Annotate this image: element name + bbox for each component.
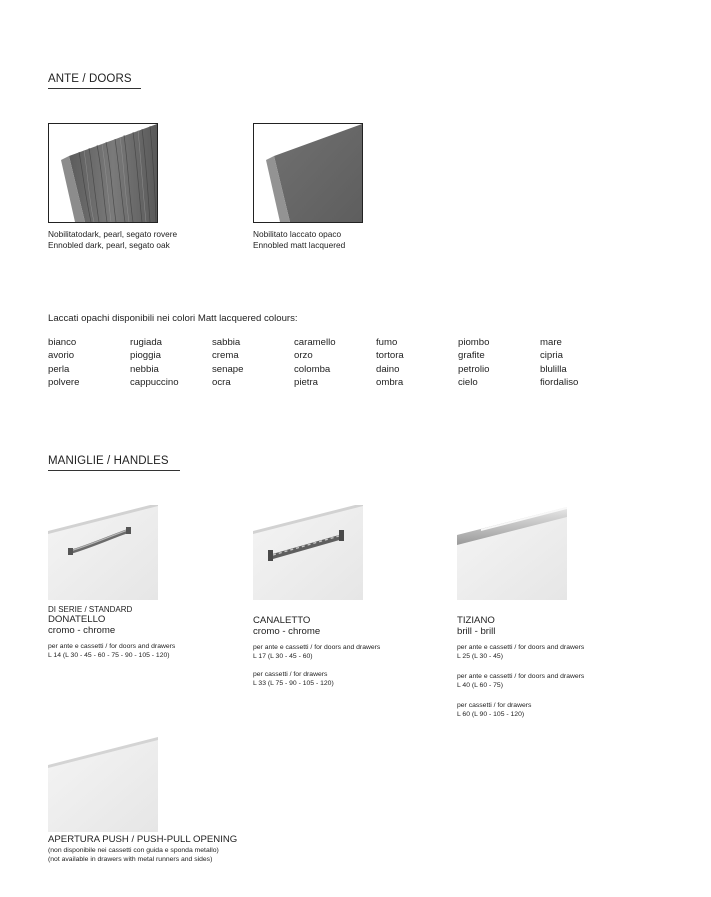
- note-line: L 17 (L 30 - 45 - 60): [253, 653, 313, 660]
- note-line: L 25 (L 30 - 45): [457, 653, 503, 660]
- donatello-handle-image: [48, 505, 158, 600]
- push-opening-block: [48, 834, 237, 864]
- colour-name: caramello: [294, 337, 336, 348]
- push-opening-note-en: (not available in drawers with metal runners and sides): [48, 856, 213, 863]
- colour-name: fiordaliso: [540, 377, 579, 389]
- doors-section-title: ANTE / DOORS: [48, 73, 132, 85]
- wood-door-swatch: [48, 123, 158, 223]
- canaletto-block: [253, 615, 380, 688]
- push-opening-name: APERTURA PUSH / PUSH-PULL OPENING: [48, 834, 238, 845]
- colour-name: bianco: [48, 337, 77, 348]
- note-line: per ante e cassetti / for doors and drawers: [457, 644, 585, 651]
- colour-name: pioggia: [130, 350, 161, 362]
- standard-label: DI SERIE / STANDARD: [48, 605, 133, 614]
- donatello-finish: cromo - chrome: [48, 625, 116, 636]
- lacquered-door-caption: [253, 229, 345, 250]
- note-line: L 40 (L 60 - 75): [457, 682, 503, 689]
- colour-column-5: [376, 336, 404, 390]
- colour-column-2: [130, 336, 179, 390]
- note-line: per cassetti / for drawers: [457, 702, 532, 709]
- note-line: L 14 (L 30 - 45 - 60 - 75 - 90 - 105 - 120): [48, 652, 170, 659]
- donatello-note: [48, 642, 175, 660]
- colour-name: ombra: [376, 377, 404, 389]
- lacquered-door-caption-it: Nobilitato laccato opaco: [253, 229, 342, 239]
- colour-name: daino: [376, 363, 400, 375]
- wood-door-caption-en: Ennobled dark, pearl, segato oak: [48, 239, 170, 250]
- colour-name: mare: [540, 337, 562, 348]
- colour-name: ocra: [212, 377, 231, 389]
- canaletto-finish: cromo - chrome: [253, 626, 321, 637]
- colour-column-1: [48, 336, 79, 390]
- tiziano-block: [457, 615, 584, 719]
- colour-name: grafite: [458, 350, 485, 362]
- colour-name: piombo: [458, 337, 490, 348]
- colour-name: nebbia: [130, 363, 159, 375]
- colour-name: senape: [212, 363, 244, 375]
- canaletto-handle-image: [253, 505, 363, 600]
- wood-door-caption: [48, 229, 177, 250]
- note-line: per ante e cassetti / for doors and drawers: [48, 643, 176, 650]
- lacquered-door-swatch: [253, 123, 363, 223]
- colour-name: avorio: [48, 350, 75, 362]
- doors-title-rule: [48, 88, 141, 89]
- wood-door-caption-it: Nobilitatodark, pearl, segato rovere: [48, 229, 178, 239]
- colour-name: rugiada: [130, 337, 163, 348]
- tiziano-handle-image: [457, 505, 567, 600]
- colour-column-4: [294, 336, 336, 390]
- colour-name: cielo: [458, 377, 478, 389]
- colour-name: pietra: [294, 377, 318, 389]
- colour-name: orzo: [294, 350, 313, 362]
- colour-name: perla: [48, 363, 70, 375]
- colour-name: colomba: [294, 363, 331, 375]
- note-line: per cassetti / for drawers: [253, 671, 328, 678]
- lacquered-door-caption-en: Ennobled matt lacquered: [253, 239, 346, 250]
- push-opening-image: [48, 737, 158, 832]
- canaletto-note-2: [253, 670, 380, 688]
- note-line: L 33 (L 75 - 90 - 105 - 120): [253, 680, 334, 687]
- canaletto-name: CANALETTO: [253, 615, 311, 626]
- note-line: per ante e cassetti / for doors and drawers: [457, 673, 585, 680]
- note-line: L 60 (L 90 - 105 - 120): [457, 711, 525, 718]
- note-line: per ante e cassetti / for doors and drawers: [253, 644, 381, 651]
- colour-column-3: [212, 336, 243, 390]
- colours-heading: Laccati opachi disponibili nei colori Matt lacquered colours:: [48, 313, 298, 324]
- tiziano-finish: brill - brill: [457, 626, 496, 637]
- colour-name: crema: [212, 350, 239, 362]
- canaletto-note-1: [253, 643, 380, 661]
- handles-section-title: MANIGLIE / HANDLES: [48, 455, 169, 467]
- tiziano-note-3: [457, 701, 584, 719]
- colour-column-7: [540, 336, 578, 390]
- tiziano-note-2: [457, 672, 584, 690]
- colour-name: petrolio: [458, 363, 490, 375]
- handles-title-rule: [48, 470, 180, 471]
- colour-name: tortora: [376, 350, 404, 362]
- colour-name: cipria: [540, 350, 563, 362]
- push-opening-note-it: (non disponibile nei cassetti con guida e sponda metallo): [48, 847, 219, 854]
- donatello-block: [48, 605, 175, 660]
- tiziano-name: TIZIANO: [457, 615, 495, 626]
- colour-name: cappuccino: [130, 377, 179, 389]
- colour-name: fumo: [376, 337, 398, 348]
- colour-name: blulilla: [540, 363, 567, 375]
- tiziano-note-1: [457, 643, 584, 661]
- colour-name: polvere: [48, 377, 80, 389]
- colour-name: sabbia: [212, 337, 241, 348]
- donatello-name: DONATELLO: [48, 614, 106, 625]
- colour-column-6: [458, 336, 489, 390]
